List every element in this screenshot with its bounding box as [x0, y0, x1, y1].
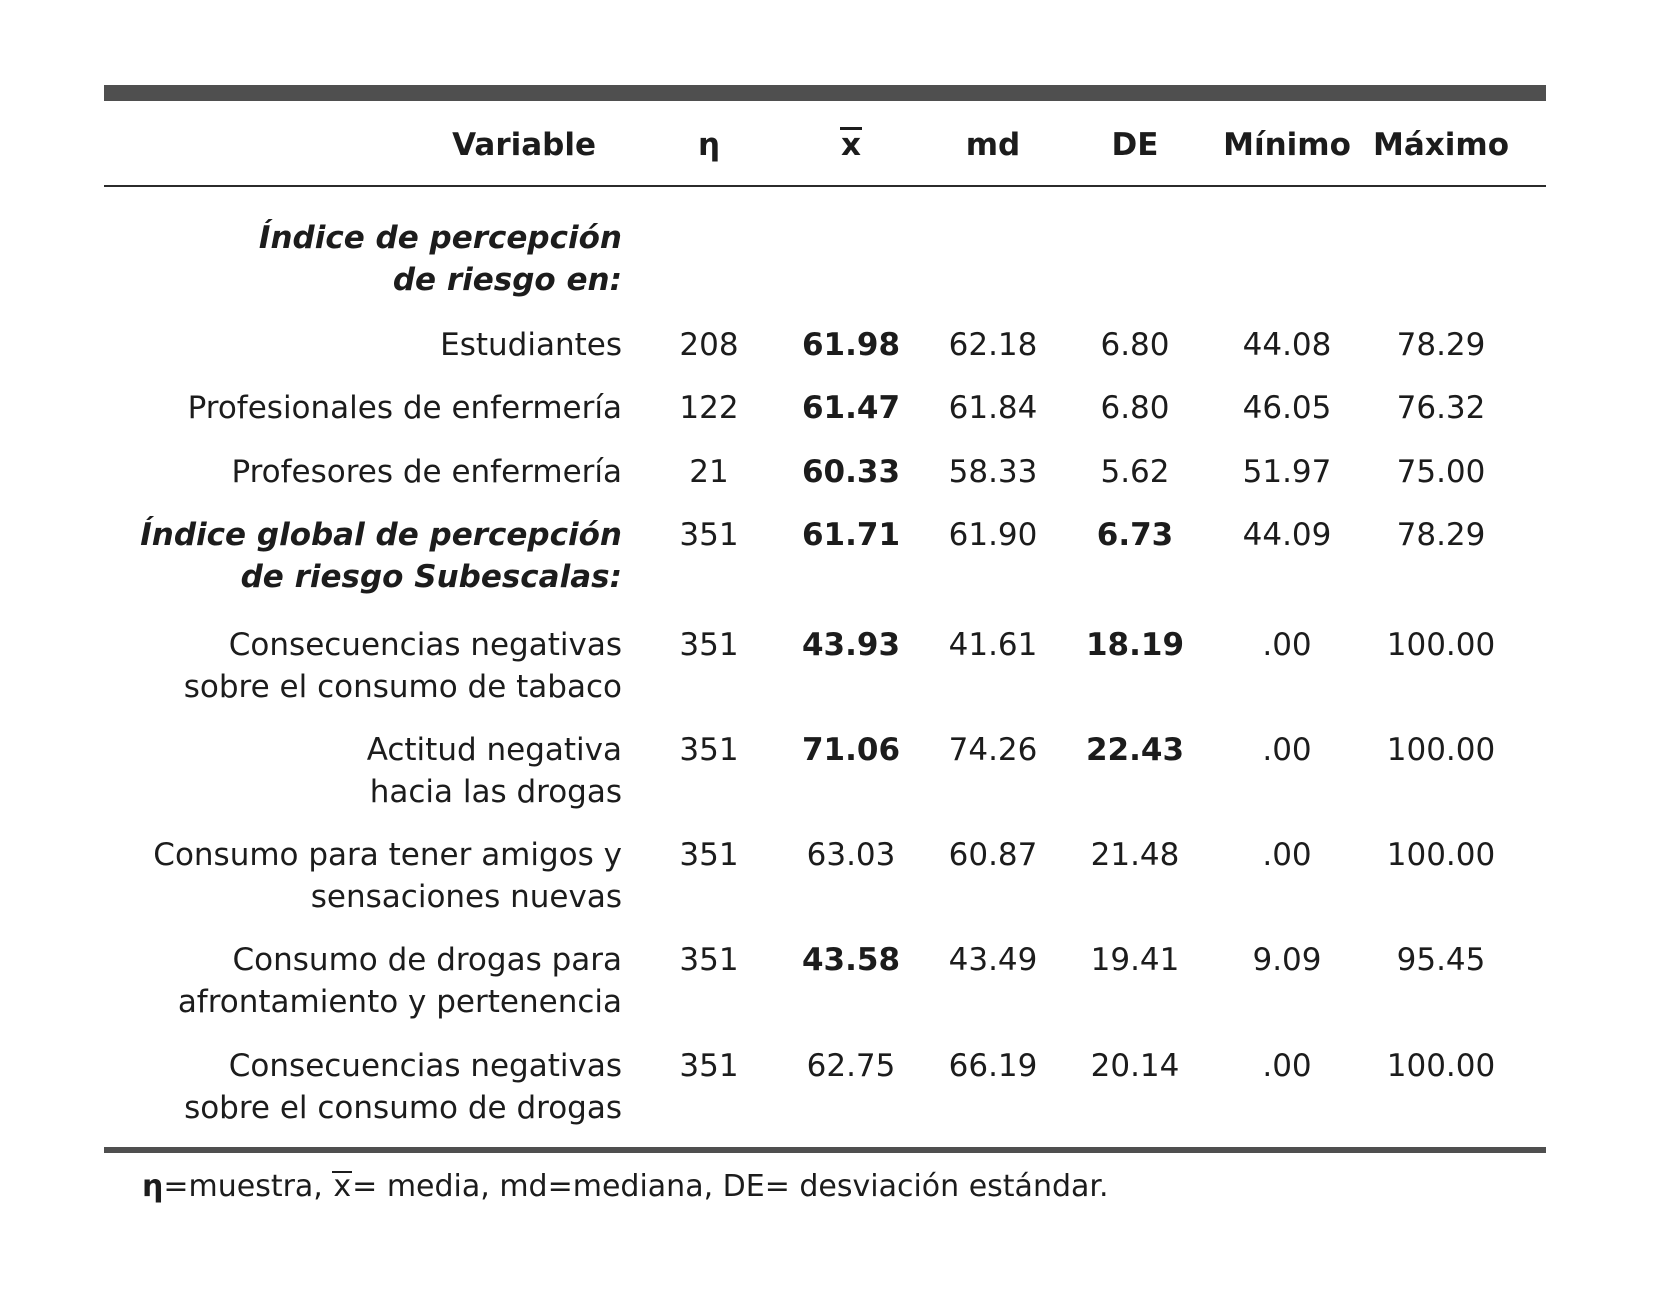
row-label-line: sobre el consumo de drogas: [184, 1090, 622, 1126]
cell-n: 351: [679, 837, 739, 873]
cell-mean: 63.03: [806, 837, 896, 873]
section-title-line: Índice de percepción: [258, 220, 622, 256]
cell-min: .00: [1262, 837, 1312, 873]
cell-md: 66.19: [948, 1048, 1038, 1084]
header-md: md: [965, 127, 1021, 163]
cell-max: 76.32: [1396, 390, 1486, 426]
row-label: [440, 324, 622, 366]
cell-n: 351: [679, 1048, 739, 1084]
table-header-rule: [104, 185, 1546, 187]
cell-min: .00: [1262, 627, 1312, 663]
section-title-risk-index: [259, 217, 622, 301]
cell-min: .00: [1262, 1048, 1312, 1084]
row-label-line: sensaciones nuevas: [310, 879, 622, 915]
cell-min: .00: [1262, 732, 1312, 768]
cell-md: 74.26: [948, 732, 1038, 768]
row-label: [367, 729, 622, 813]
cell-de: 21.48: [1090, 837, 1180, 873]
row-label: [153, 834, 622, 918]
header-max: Máximo: [1373, 127, 1509, 163]
section-title-line: de riesgo en:: [392, 262, 622, 298]
cell-max: 100.00: [1386, 732, 1496, 768]
row-label-line: Consumo de drogas para: [232, 942, 622, 978]
cell-de: 18.19: [1085, 627, 1185, 663]
cell-n: 351: [679, 942, 739, 978]
cell-max: 78.29: [1396, 517, 1486, 553]
row-label-line: sobre el consumo de tabaco: [183, 669, 622, 705]
cell-de: 19.41: [1090, 942, 1180, 978]
table-bottom-rule: [104, 1147, 1546, 1153]
cell-min: 44.09: [1242, 517, 1332, 553]
row-label-line: hacia las drogas: [369, 774, 622, 810]
cell-mean: 71.06: [801, 732, 901, 768]
header-variable: Variable: [452, 127, 596, 163]
row-label-line: Consecuencias negativas: [228, 1048, 622, 1084]
cell-de: 5.62: [1100, 454, 1170, 490]
footnote-rest: = media, md=mediana, DE= desviación estándar.: [352, 1169, 1109, 1204]
row-label-line: Estudiantes: [440, 327, 622, 363]
cell-n: 208: [679, 327, 739, 363]
row-label: [184, 624, 622, 708]
cell-n: 21: [689, 454, 729, 490]
row-label: [178, 939, 622, 1023]
row-label-line: Consumo para tener amigos y: [153, 837, 622, 873]
row-label: [231, 451, 622, 493]
cell-max: 100.00: [1386, 837, 1496, 873]
row-label-line: de riesgo Subescalas:: [240, 559, 622, 595]
cell-min: 44.08: [1242, 327, 1332, 363]
row-label: [140, 514, 622, 598]
cell-max: 95.45: [1396, 942, 1486, 978]
cell-mean: 60.33: [801, 454, 901, 490]
cell-n: 351: [679, 627, 739, 663]
cell-max: 100.00: [1386, 627, 1496, 663]
row-label-line: Índice global de percepción: [140, 517, 622, 553]
row-label-line: afrontamiento y pertenencia: [177, 984, 622, 1020]
cell-md: 61.84: [948, 390, 1038, 426]
cell-md: 62.18: [948, 327, 1038, 363]
cell-n: 351: [679, 517, 739, 553]
cell-md: 60.87: [948, 837, 1038, 873]
cell-md: 41.61: [948, 627, 1038, 663]
header-mean: [840, 124, 862, 166]
cell-de: 6.73: [1096, 517, 1174, 553]
footnote-eta-text: =muestra,: [163, 1169, 333, 1204]
cell-mean: 43.58: [801, 942, 901, 978]
row-label-line: Actitud negativa: [366, 732, 622, 768]
header-min: Mínimo: [1223, 127, 1351, 163]
header-mean-symbol: x: [841, 127, 861, 163]
cell-min: 9.09: [1252, 942, 1322, 978]
footnote-eta: η: [142, 1169, 164, 1204]
cell-n: 122: [679, 390, 739, 426]
cell-max: 75.00: [1396, 454, 1486, 490]
cell-mean: 43.93: [801, 627, 901, 663]
cell-md: 58.33: [948, 454, 1038, 490]
cell-mean: 61.47: [801, 390, 901, 426]
cell-de: 20.14: [1090, 1048, 1180, 1084]
cell-de: 6.80: [1100, 327, 1170, 363]
cell-min: 51.97: [1242, 454, 1332, 490]
header-de: DE: [1111, 127, 1159, 163]
table-top-rule: [104, 85, 1546, 101]
cell-max: 100.00: [1386, 1048, 1496, 1084]
footnote-xbar: x: [333, 1169, 352, 1204]
table-footnote: [142, 1166, 1109, 1208]
cell-md: 43.49: [948, 942, 1038, 978]
cell-min: 46.05: [1242, 390, 1332, 426]
row-label-line: Profesionales de enfermería: [187, 390, 622, 426]
cell-mean: 61.98: [801, 327, 901, 363]
header-n: η: [697, 127, 721, 163]
cell-mean: 62.75: [806, 1048, 896, 1084]
row-label-line: Profesores de enfermería: [231, 454, 622, 490]
cell-max: 78.29: [1396, 327, 1486, 363]
row-label: [188, 387, 622, 429]
cell-de: 6.80: [1100, 390, 1170, 426]
cell-md: 61.90: [948, 517, 1038, 553]
cell-de: 22.43: [1085, 732, 1185, 768]
row-label: [184, 1045, 622, 1129]
row-label-line: Consecuencias negativas: [228, 627, 622, 663]
cell-mean: 61.71: [801, 517, 901, 553]
cell-n: 351: [679, 732, 739, 768]
